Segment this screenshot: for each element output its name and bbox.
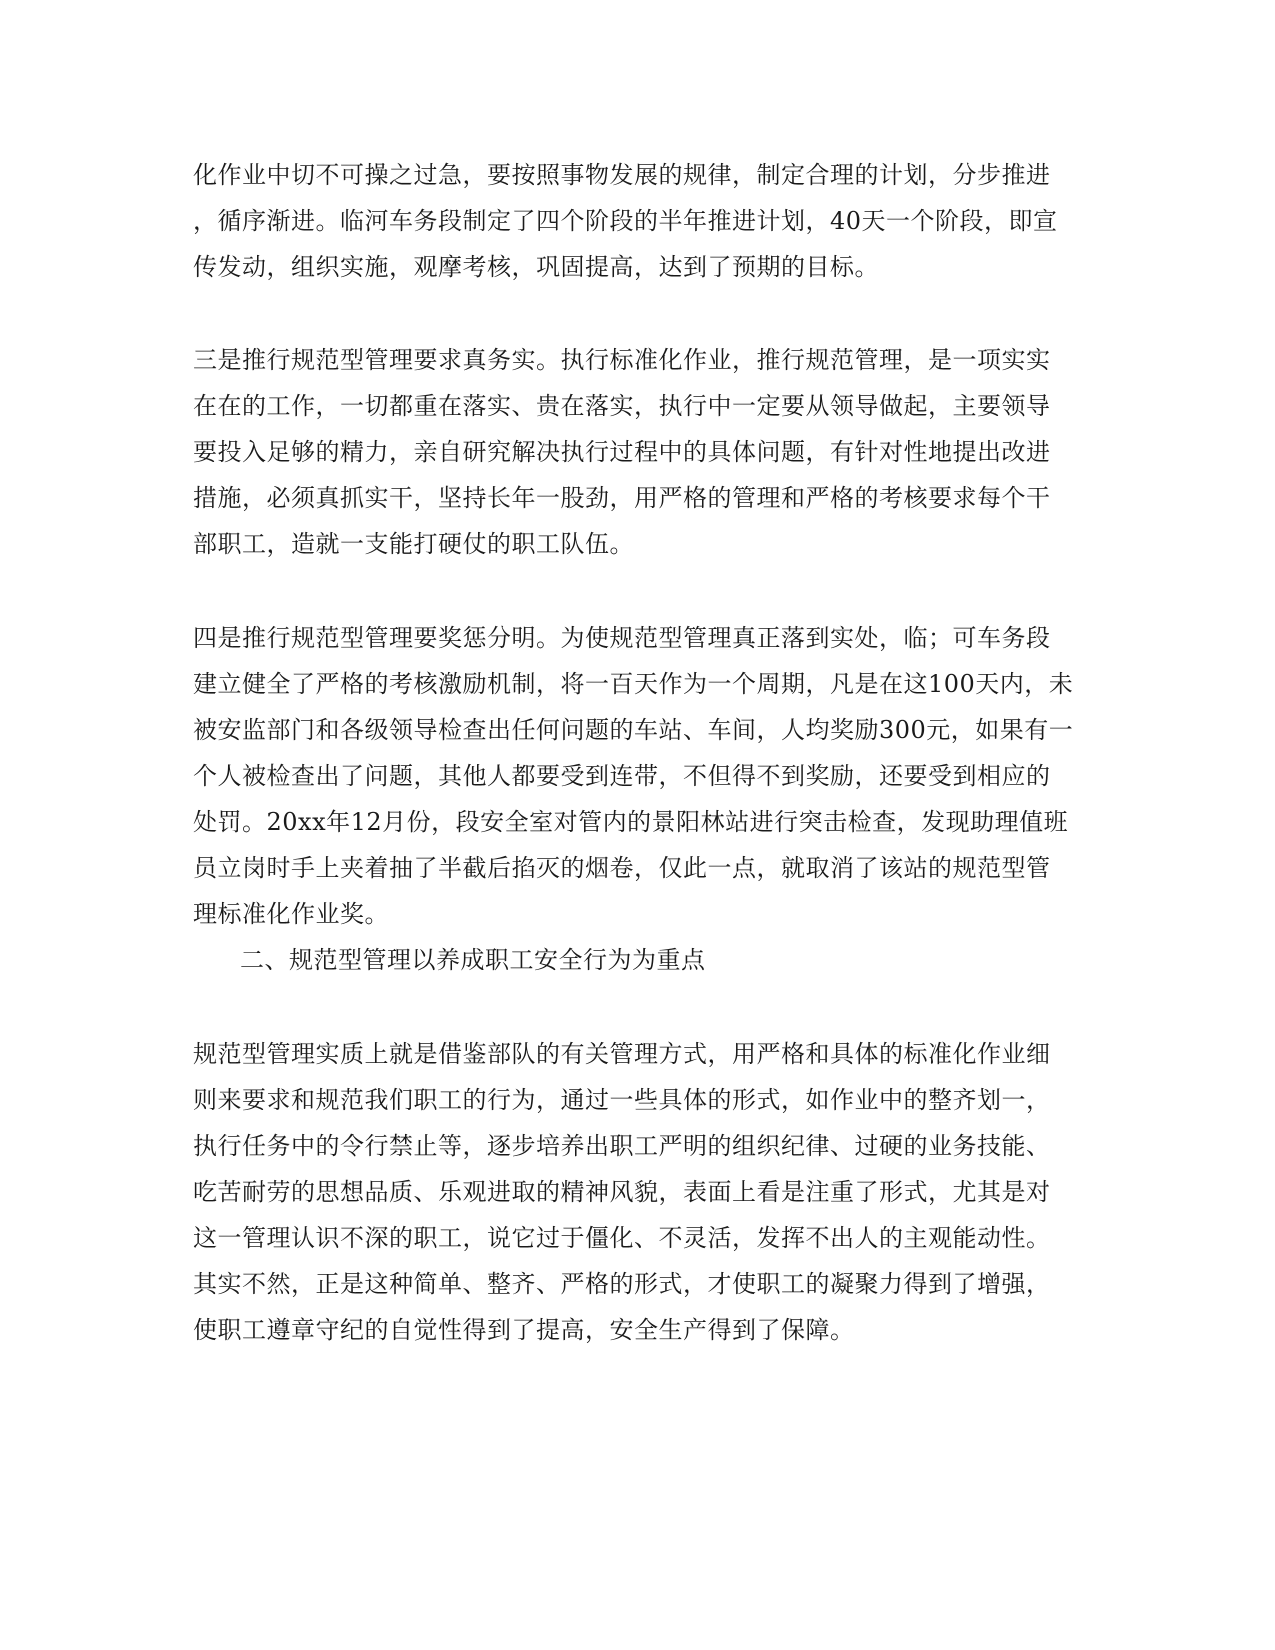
text-line: 执行任务中的令行禁止等，逐步培养出职工严明的组织纪律、过硬的业务技能、 bbox=[193, 1132, 1051, 1160]
text-line: 其实不然，正是这种简单、整齐、严格的形式，才使职工的凝聚力得到了增强， bbox=[193, 1270, 1051, 1298]
text-line: 三是推行规范型管理要求真务实。执行标准化作业，推行规范管理，是一项实实 bbox=[193, 346, 1051, 374]
text-line: 被安监部门和各级领导检查出任何问题的车站、车间，人均奖励300元，如果有一 bbox=[193, 716, 1074, 744]
text-line: 规范型管理实质上就是借鉴部队的有关管理方式，用严格和具体的标准化作业细 bbox=[193, 1040, 1051, 1068]
text-line: 理标准化作业奖。 bbox=[193, 900, 389, 928]
text-line: 这一管理认识不深的职工，说它过于僵化、不灵活，发挥不出人的主观能动性。 bbox=[193, 1224, 1051, 1252]
text-line: 则来要求和规范我们职工的行为，通过一些具体的形式，如作业中的整齐划一， bbox=[193, 1086, 1051, 1114]
text-line: ，循序渐进。临河车务段制定了四个阶段的半年推进计划，40天一个阶段，即宣 bbox=[193, 207, 1058, 235]
text-line: 吃苦耐劳的思想品质、乐观进取的精神风貌，表面上看是注重了形式，尤其是对 bbox=[193, 1178, 1051, 1206]
text-line: 使职工遵章守纪的自觉性得到了提高，安全生产得到了保障。 bbox=[193, 1316, 855, 1344]
text-line: 员立岗时手上夹着抽了半截后掐灭的烟卷，仅此一点，就取消了该站的规范型管 bbox=[193, 854, 1051, 882]
text-line: 部职工，造就一支能打硬仗的职工队伍。 bbox=[193, 530, 634, 558]
text-line: 个人被检查出了问题，其他人都要受到连带，不但得不到奖励，还要受到相应的 bbox=[193, 762, 1051, 790]
text-line: 传发动，组织实施，观摩考核，巩固提高，达到了预期的目标。 bbox=[193, 253, 879, 281]
text-line: 建立健全了严格的考核激励机制，将一百天作为一个周期，凡是在这100天内，未 bbox=[193, 670, 1074, 698]
text-line: 要投入足够的精力，亲自研究解决执行过程中的具体问题，有针对性地提出改进 bbox=[193, 438, 1051, 466]
text-line: 措施，必须真抓实干，坚持长年一股劲，用严格的管理和严格的考核要求每个干 bbox=[193, 484, 1051, 512]
text-line: 在在的工作，一切都重在落实、贵在落实，执行中一定要从领导做起，主要领导 bbox=[193, 392, 1051, 420]
section-heading: 二、规范型管理以养成职工安全行为为重点 bbox=[240, 946, 706, 974]
text-line: 化作业中切不可操之过急，要按照事物发展的规律，制定合理的计划，分步推进 bbox=[193, 161, 1051, 189]
text-line: 处罚。20xx年12月份，段安全室对管内的景阳林站进行突击检查，发现助理值班 bbox=[193, 808, 1069, 836]
text-line: 四是推行规范型管理要奖惩分明。为使规范型管理真正落到实处，临；可车务段 bbox=[193, 624, 1051, 652]
